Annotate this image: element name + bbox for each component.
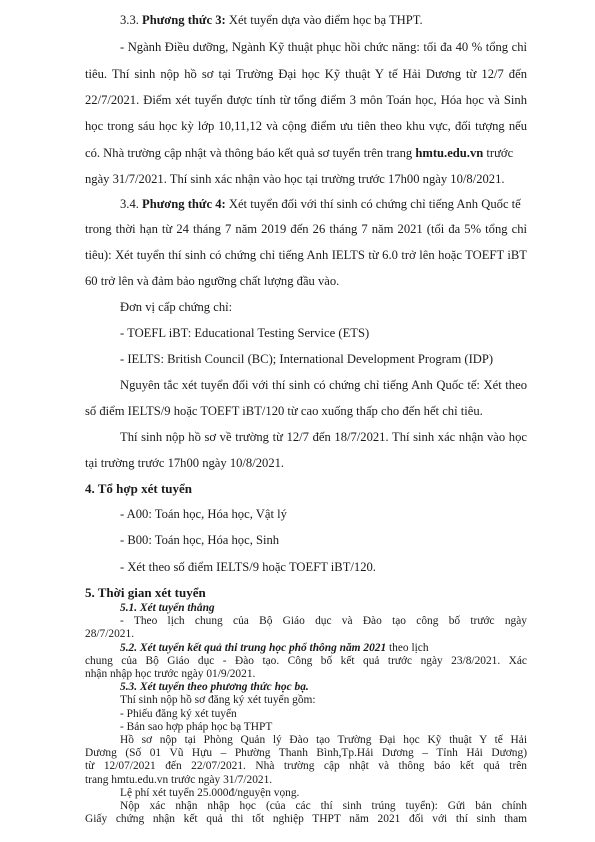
section-5-3-title: 5.3. Xét tuyển theo phương thức học bạ. (120, 681, 309, 694)
s33-line: ngày 31/7/2021. Thí sinh xác nhận vào học tại trường trước 17h00 ngày 10/8/2021. (85, 172, 505, 186)
s53-line: trang hmtu.edu.vn trước ngày 31/7/2021. (85, 773, 273, 786)
s53-line: - Phiếu đăng ký xét tuyển (120, 707, 237, 720)
s53-line: - Bản sao hợp pháp học bạ THPT (120, 720, 273, 733)
cert-unit-item: - IELTS: British Council (BC); International Development Program (IDP) (120, 352, 494, 366)
s51-line: - Theo lịch chung của Bộ Giáo dục và Đào tạo công bố trước ngày (120, 615, 527, 628)
s53-line: Dương (Số 01 Vũ Hựu – Phường Thanh Bình,Tp.Hải Dương – Tỉnh Hải Dương) (85, 747, 527, 760)
method-label: Phương thức 3: (142, 13, 226, 27)
s34-paragraph: số điểm IELTS/9 hoặc TOEFT iBT/120 từ cao xuống thấp cho đến hết chỉ tiêu. (85, 404, 483, 418)
section-5-2-title (120, 642, 429, 655)
s34-paragraph: Thí sinh nộp hồ sơ về trường từ 12/7 đến 18/7/2021. Thí sinh xác nhận vào học (120, 430, 527, 444)
cert-unit-title: Đơn vị cấp chứng chỉ: (120, 300, 233, 314)
combination-item: - Xét theo số điểm IELTS/9 hoặc TOEFT iBT/120. (120, 560, 376, 574)
s53-line: Hồ sơ nộp tại Phòng Quản lý Đào tạo Trường Đại học Kỹ thuật Y tế Hải (120, 734, 527, 746)
website-link: hmtu.edu.vn (415, 146, 484, 160)
text: trước (483, 146, 514, 160)
section-5-heading: 5. Thời gian xét tuyển (85, 585, 206, 600)
text: theo lịch (386, 641, 429, 654)
section-3-4-title (120, 197, 521, 212)
method-text: Xét tuyển đối với thí sinh có chứng chỉ tiếng Anh Quốc tế (225, 197, 521, 211)
section-4-heading: 4. Tổ hợp xét tuyển (85, 481, 193, 496)
s53-line: từ 12/07/2021 đến 22/07/2021. Nhà trường cập nhật và thông báo kết quả trên (85, 760, 527, 773)
s53-line: Lệ phí xét tuyển 25.000đ/nguyện vọng. (120, 786, 300, 799)
section-number: 3.3. (120, 13, 139, 27)
s34-line: trong thời hạn từ 24 tháng 7 năm 2019 đến 26 tháng 7 năm 2021 (tối đa 5% tổng chỉ (85, 222, 527, 236)
s34-paragraph: Nguyên tắc xét tuyển đối với thí sinh có chứng chỉ tiếng Anh Quốc tế: Xét theo (120, 378, 527, 392)
s52-line: nhận nhập học trước ngày 01/9/2021. (85, 668, 256, 680)
s53-line: Thí sinh nộp hồ sơ đăng ký xét tuyển gồm: (120, 694, 316, 707)
section-5-1-title: 5.1. Xét tuyển thẳng (120, 602, 215, 614)
subsection-title: 5.2. Xét tuyển kết quả thi trung học phổ thông năm 2021 (120, 641, 387, 654)
method-label: Phương thức 4: (142, 197, 226, 211)
cert-unit-item: - TOEFL iBT: Educational Testing Service (ETS) (120, 326, 370, 340)
s53-line: Nộp xác nhận nhập học (của các thí sinh trúng tuyển): Gửi bản chính (120, 800, 527, 812)
s51-line: 28/7/2021. (85, 628, 135, 641)
s53-line: Giấy chứng nhận kết quả thi tốt nghiệp THPT năm 2021 đối với thí sinh tham (85, 813, 527, 826)
combination-item: - B00: Toán học, Hóa học, Sinh (120, 533, 280, 547)
section-3-3-title (120, 13, 423, 28)
s33-line: 22/7/2021. Điểm xét tuyển được tính từ tổng điểm 3 môn Toán học, Hóa học và Sinh (85, 93, 527, 107)
section-number: 3.4. (120, 197, 139, 211)
combination-item: - A00: Toán học, Hóa học, Vật lý (120, 507, 287, 521)
s33-line: học trong sáu học kỳ lớp 10,11,12 và cộng điểm ưu tiên theo khu vực, đối tượng nếu (85, 119, 527, 133)
s34-paragraph: tại trường trước 17h00 ngày 10/8/2021. (85, 456, 285, 470)
text: có. Nhà trường cập nhật và thông báo kết quả sơ tuyển trên trang (85, 146, 416, 160)
s33-line: - Ngành Điều dưỡng, Ngành Kỹ thuật phục hồi chức năng: tối đa 40 % tổng chỉ (120, 40, 527, 54)
method-text: Xét tuyển dựa vào điểm học bạ THPT. (225, 13, 423, 27)
s33-line: tiêu. Thí sinh nộp hồ sơ tại Trường Đại học Kỹ thuật Y tế Hải Dương từ 12/7 đến (85, 67, 527, 81)
s34-line: 60 trở lên và đảm bảo ngưỡng chất lượng đầu vào. (85, 274, 340, 288)
s33-line (85, 146, 513, 161)
s34-line: tiêu): Xét tuyển thí sinh có chứng chỉ tiếng Anh IELTS từ 6.0 trở lên hoặc TOEFT iBT (85, 248, 527, 262)
s52-line: chung của Bộ Giáo dục - Đào tạo. Công bố kết quả trước ngày 23/8/2021. Xác (85, 654, 527, 667)
